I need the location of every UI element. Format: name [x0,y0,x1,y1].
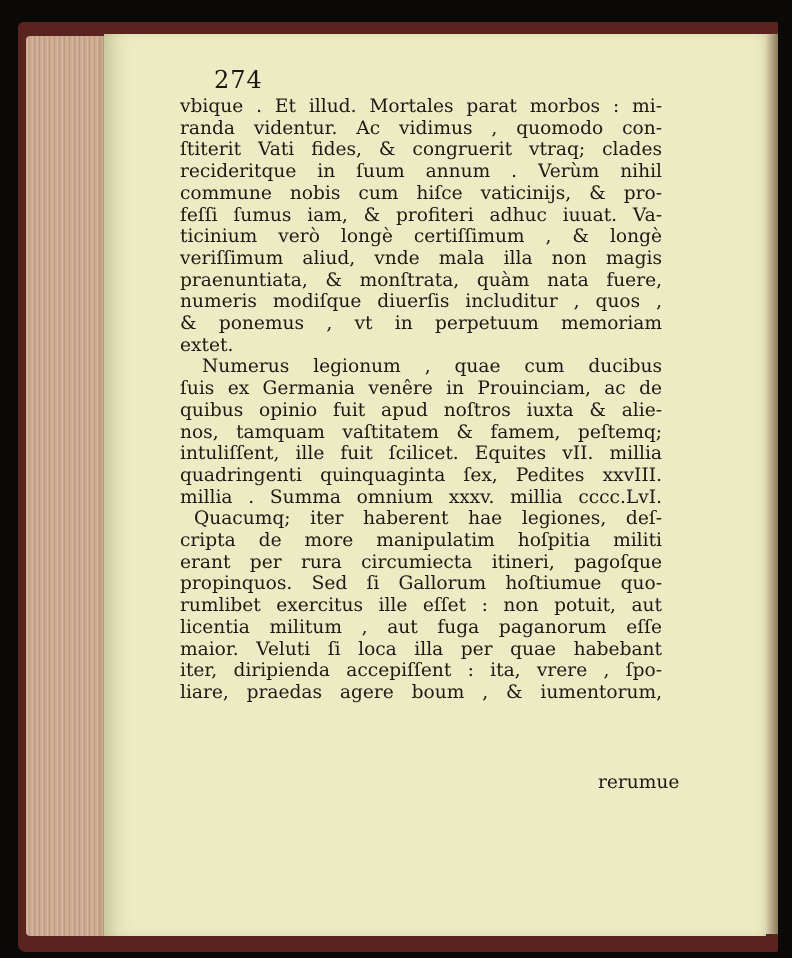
text-line: ticinium verò longè certiſſimum , & longè [180,226,662,248]
text-line: numeris modiſque diuerſis includitur , quos , [180,291,662,313]
text-line: praenuntiata, & monſtrata, quàm nata fuere, [180,269,662,291]
text-line: nos, tamquam vaſtitatem & famem, peſtemq; [180,421,662,443]
text-line: maior. Veluti ſi loca illa per quae habebant [180,638,662,660]
page-edges [26,36,112,936]
text-line: recideritque in ſuum annum . Verùm nihil [180,161,662,183]
text-line: intuliſſent, ille fuit ſcilicet. Equites vII. millia [180,443,662,465]
text-line: extet. [180,334,234,356]
text-line: feſſi ſumus iam, & profiteri adhuc iuuat. Va- [180,204,662,226]
text-line: quibus opinio fuit apud noſtros iuxta & alie- [180,399,662,421]
text-line: randa videntur. Ac vidimus , quomodo con- [180,117,662,139]
catchword: rerumue [598,772,680,793]
text-line: cripta de more manipulatim hoſpitia militi [180,530,662,552]
text-line: ſtiterit Vati fides, & congruerit vtraq; clades [180,139,662,161]
page-number: 274 [214,66,263,94]
text-line: commune nobis cum hiſce vaticinijs, & pro- [180,182,662,204]
text-line: Quacumq; iter haberent hae legiones, deſ- [194,508,662,530]
text-line: licentia militum , aut fuga paganorum eſſe [180,616,662,638]
text-line: erant per rura circumiecta itineri, pagoſque [180,551,662,573]
text-line: iter, diripienda accepiſſent : ita, vrere , ſpo- [180,660,662,682]
text-line: liare, praedas agere boum , & iumentorum, [180,681,662,703]
body-text [180,96,662,704]
text-line: vbique . Et illud. Mortales parat morbos : mi- [180,96,662,117]
text-line: quadringenti quinquaginta ſex, Pedites xxvIII. [180,464,662,486]
text-line: & ponemus , vt in perpetuum memoriam [180,313,662,335]
text-line: Numerus legionum , quae cum ducibus [202,356,662,378]
text-line: rumlibet exercitus ille eſſet : non potuit, aut [180,595,662,617]
text-line: veriſſimum aliud, vnde mala illa non magis [180,247,662,269]
facing-page-edge [766,34,778,934]
text-line: propinquos. Sed ſi Gallorum hoſtiumue quo- [180,573,662,595]
text-line: ſuis ex Germania venêre in Prouinciam, ac de [180,378,662,400]
text-line: millia . Summa omnium xxxv. millia cccc.LvI. [180,486,662,508]
